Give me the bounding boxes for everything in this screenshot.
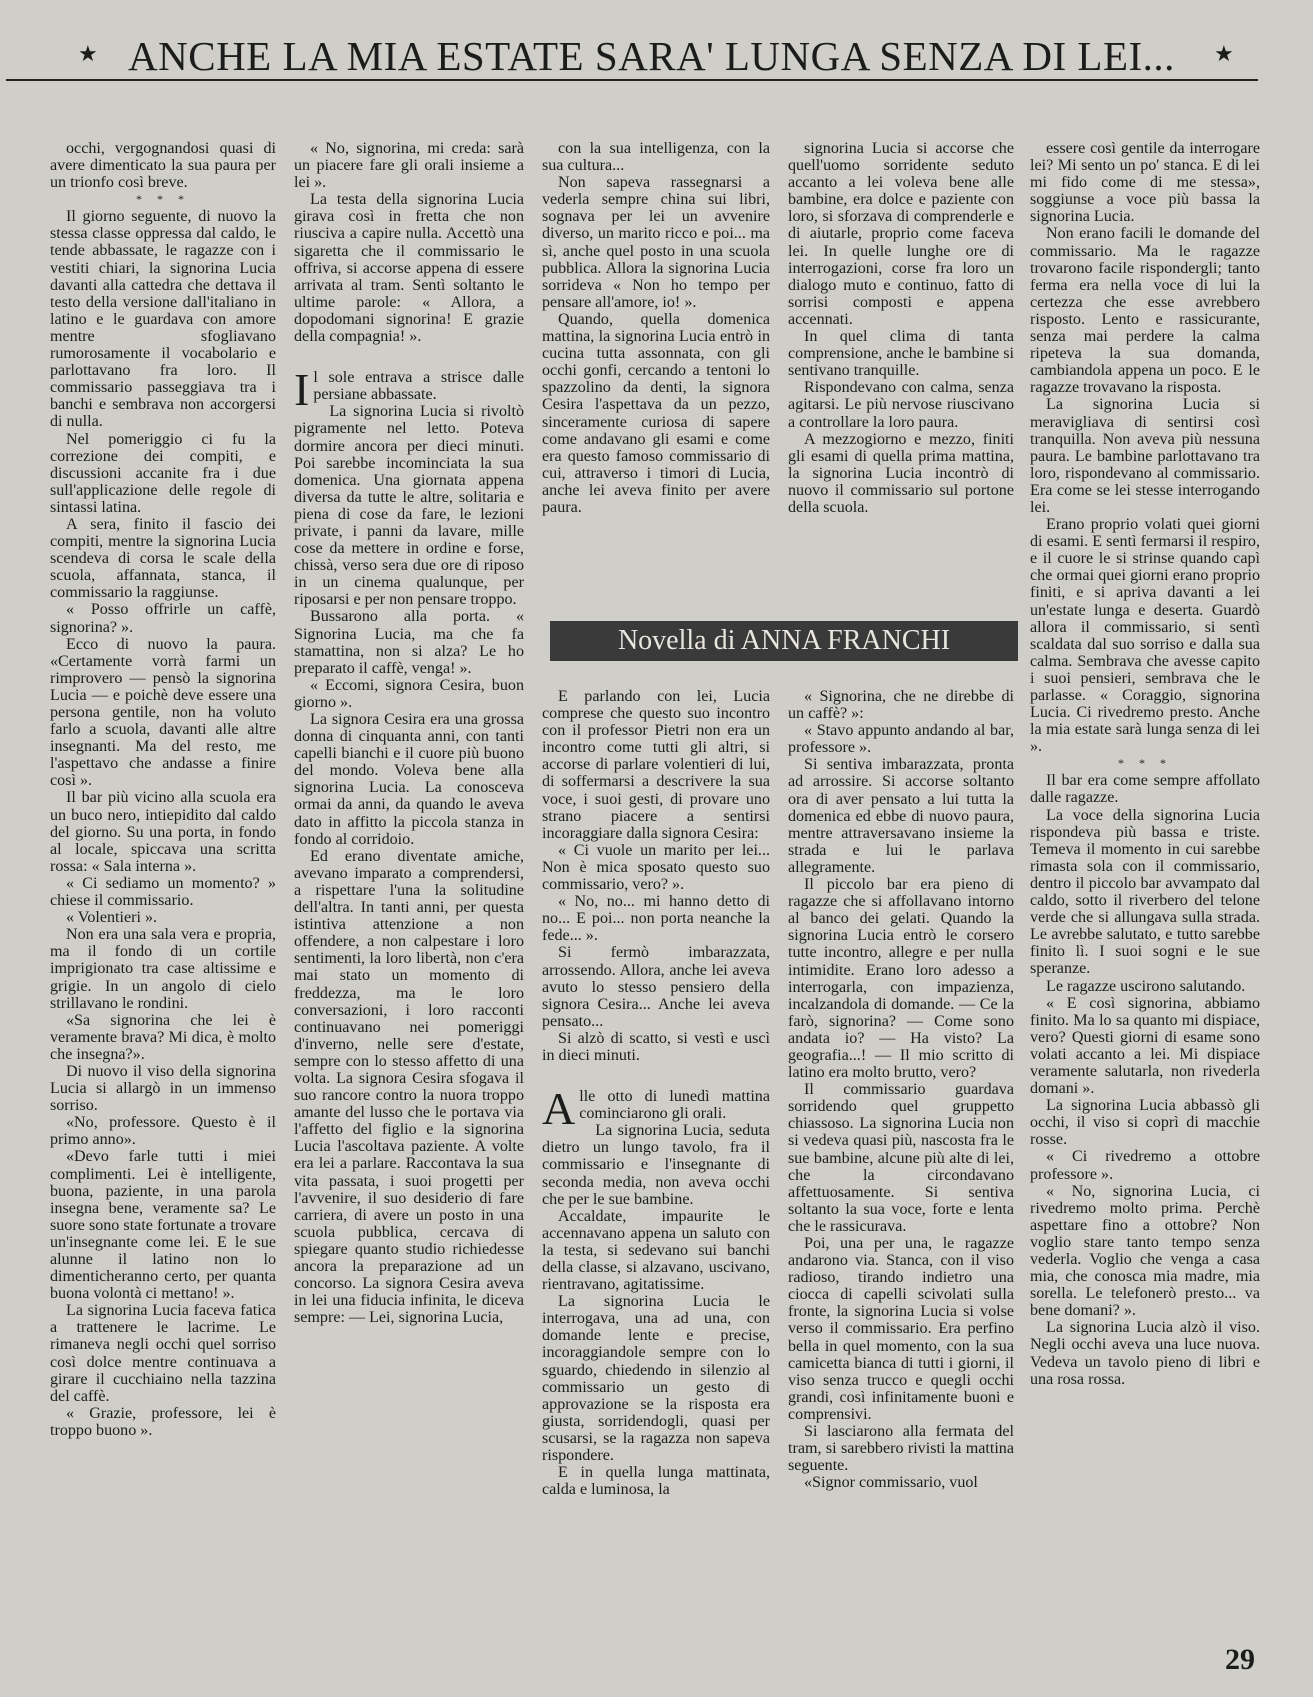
paragraph: « No, signorina Lucia, ci rivedremo molto prima. Perchè aspettare fino a ottobre? Non voglio stare tanto tempo senza vederla. Voglio che venga a casa mia, che conosca mia madre, mia sorella. Le telefonerò presto... va bene domani? ».	[1030, 1182, 1260, 1320]
paragraph: con la sua intelligenza, con la sua cultura...	[542, 140, 770, 175]
paragraph: Ed erano diventate amiche, avevano imparato a comprendersi, a rispettare l'una la solitudine dell'altra. In tanti anni, per questa istintiva attenzione a non offendere, a non calpestare i loro sentimenti, la loro libertà, non c'era mai stato un momento di freddezza, ma le loro conversazioni, i loro racconti continuavano nei pomeriggi d'inverno, nelle sere d'estate, sempre con lo stesso affetto di una volta. La signora Cesira sfogava il suo rancore contro la nuora troppo amante del lusso che le portava via l'affetto del figlio e la signorina Lucia l'ascoltava paziente. A volte era lei a parlare. Raccontava la sua vita passata, i suoi progetti per l'avvenire, il suo desiderio di fare carriera, di avere un posto in una scuola pubblica, cercava di spiegare quanto studio richiedesse ancora la preparazione ad un concorso. La signora Cesira aveva in lei una fiducia infinita, le diceva sempre: — Lei, signorina Lucia,	[294, 847, 524, 1327]
column-1	[50, 140, 276, 1439]
paragraph: Le ragazze uscirono salutando.	[1046, 977, 1246, 995]
paragraph: La signorina Lucia le interrogava, una ad una, con domande lente e precise, incoraggiandole sempre con lo sguardo, chiedendo in silenzio al commissario un gesto di approvazione se la risposta era giusta, sorridendogli, quasi per scusarsi, se la ragazza non sapeva rispondere.	[542, 1293, 770, 1465]
paragraph: Si lasciarono alla fermata del tram, si sarebbero rivisti la mattina seguente.	[788, 1423, 1014, 1475]
paragraph: « Ci sediamo un momento? » chiese il commissario.	[50, 874, 276, 910]
paragraph: « Ci vuole un marito per lei... Non è mica sposato questo suo commissario, vero? ».	[542, 841, 770, 894]
paragraph: « No, signorina, mi creda: sarà un piacere fare gli orali insieme a lei ».	[294, 140, 524, 192]
paragraph: Ecco di nuovo la paura. «Certamente vorrà farmi un rimprovero — pensò la signorina Lucia — e poichè deve essere una persona gentile, non ha voluto farlo a scuola, davanti alle altre insegnanti. Ma del resto, me l'aspettavo che andasse a finire così ».	[50, 635, 276, 790]
paragraph: occhi, vergognandosi quasi di avere dimenticato la sua paura per un trionfo così breve.	[50, 140, 276, 192]
paragraph: « Stavo appunto andando al bar, professore ».	[788, 722, 1014, 757]
paragraph: Si fermò imbarazzata, arrossendo. Allora, anche lei aveva avuto lo stesso pensiero della signora Cesira... Anche lei aveva pensato...	[542, 944, 770, 1030]
paragraph: La voce della signorina Lucia rispondeva più bassa e triste. Temeva il momento in cui sarebbe rimasta sola con il commissario, dentro il piccolo bar avvampato dal caldo, sotto il riverbero del telone verde che si allungava sulla strada. Le avrebbe salutato, e tutto sarebbe finito lì. I suoi sogni e le sue speranze.	[1030, 806, 1260, 978]
paragraph: Alle otto di lunedì mattina cominciarono gli orali.	[542, 1083, 770, 1135]
drop-cap: I	[294, 364, 310, 416]
paragraph: « Posso offrirle un caffè, signorina? ».	[50, 601, 276, 636]
paragraph: « Ci rivedremo a ottobre professore ».	[1030, 1148, 1260, 1183]
paragraph: Non erano facili le domande del commissario. Ma le ragazze trovarono facile rispondergli; tanto ferma era nella voce di lui la certezza che esse avrebbero risposto. Lento e rassicurante, senza mai perdere la calma ripeteva la sua domanda, cambiandola appena un poco. E le ragazze trovavano la risposta.	[1030, 225, 1260, 397]
paragraph: signorina Lucia si accorse che quell'uomo sorridente seduto accanto a lei voleva bene alle bambine, era dolce e paziente con loro, si sforzava di comprenderle e di aiutarle, proprio come faceva lei. In quelle lunghe ore di interrogazioni, corse fra loro un dialogo muto e continuo, fatto di sorrisi composti e appena accennati.	[788, 140, 1014, 328]
paragraph: Il bar era come sempre affollato dalle ragazze.	[1030, 772, 1260, 807]
paragraph: La signora Cesira era una grossa donna di cinquanta anni, con tanti capelli bianchi e il cuore più buono del mondo. Voleva bene alla signorina Lucia. La conosceva ormai da anni, da quando le aveva dato in affitto la piccola stanza in fondo al corridoio.	[294, 711, 524, 848]
paragraph: Bussarono alla porta. « Signorina Lucia, ma che fa stamattina, non si alza? Le ho preparato il caffè, venga! ».	[294, 608, 524, 677]
paragraph: Nel pomeriggio ci fu la correzione dei compiti, e discussioni accanite fra i due sull'applicazione delle regole di sintassi latina.	[50, 430, 276, 516]
paragraph: La signorina Lucia alzò il viso. Negli occhi aveva una luce nuova. Vedeva un tavolo pieno di libri e una rosa rossa.	[1030, 1319, 1260, 1388]
paragraph: « Grazie, professore, lei è troppo buono ».	[50, 1404, 276, 1439]
paragraph: Il commissario guardava sorridendo quel gruppetto chiassoso. La signorina Lucia non si vedeva quasi più, nascosta fra le sue bambine, alcune più alte di lei, che la circondavano affettuosamente. Si sentiva soltanto la sua voce, forte e lenta che le rassicurava.	[788, 1081, 1014, 1235]
paragraph: « Signorina, che ne direbbe di un caffè? »:	[788, 688, 1014, 723]
paragraph: E in quella lunga mattinata, calda e luminosa, la	[542, 1464, 770, 1499]
column-4-bottom	[788, 688, 1014, 1491]
header-rule	[6, 79, 1258, 81]
paragraph: Non era una sala vera e propria, ma il fondo di un cortile imprigionato tra case altissime e grigie. In un angolo di cielo strillavano le rondini.	[50, 926, 276, 1012]
paragraph: La signorina Lucia si rivoltò pigramente nel letto. Poteva dormire ancora per dieci minuti. Poi sarebbe incominciata la sua domenica. Una giornata appena diversa da tutte le altre, solitaria e piena di cose da fare, le lezioni private, i panni da lavare, mille cose da mettere in ordine e forse, chissà, verso sera due ore di riposo in un cinema qualunque, per riposarsi e per non pensare troppo.	[294, 403, 524, 609]
paragraph: « Volentieri ».	[66, 909, 158, 927]
paragraph: La signorina Lucia si meravigliava di sentirsi così tranquilla. Non aveva più nessuna paura. Le bambine parlottavano tra loro, rispondevano al commissario. Era come se lei stesse interrogando lei.	[1030, 396, 1260, 516]
paragraph: Quando, quella domenica mattina, la signorina Lucia entrò in cucina tutta assonnata, con gli occhi gonfi, cercando a tentoni lo spazzolino da denti, la signora Cesira l'aspettava da un pezzo, sinceramente curiosa di sapere come andavano gli esami e come era questo famoso commissario di cui, attraverso i timori di Lucia, anche lei aveva finito per avere paura.	[542, 310, 770, 516]
section-separator: * * *	[1118, 756, 1172, 771]
column-3-top	[542, 140, 770, 516]
paragraph: Poi, una per una, le ragazze andarono via. Stanca, con il viso radioso, tirando indietro una ciocca di capelli scivolati sulla fronte, la signorina Lucia si volse verso il commissario. Era perfino bella in quel momento, con la sua camicetta bianca di tutti i giorni, il viso senza trucco e quegli occhi grandi, così infinitamente buoni e comprensivi.	[788, 1235, 1014, 1423]
paragraph: A mezzogiorno e mezzo, finiti gli esami di quella prima mattina, la signorina Lucia incontrò di nuovo il commissario sul portone della scuola.	[788, 430, 1014, 516]
paragraph: Erano proprio volati quei giorni di esami. E sentì fermarsi il respiro, e il cuore le si strinse quando capì che ormai quei giorni erano proprio finiti, e si apriva davanti a lei un'estate lunga e deserta. Guardò allora il commissario, si sentì scaldata dal suo sorriso e dalla sua calma. Sembrava che avesse capito i suoi pensieri, sembrava che le parlasse. « Coraggio, signorina Lucia. Ci rivedremo presto. Anche la mia estate sarà lunga senza di lei ».	[1030, 516, 1260, 756]
paragraph: «Sa signorina che lei è veramente brava? Mi dica, è molto che insegna?».	[50, 1011, 276, 1063]
paragraph: E parlando con lei, Lucia comprese che questo suo incontro con il professor Pietri non era un incontro come tutti gli altri, si accorse di parlare volentieri di lui, di soffermarsi a descrivere la sua voce, i suoi gesti, di provare uno strano piacere a sentirsi incoraggiare dalla signora Cesira:	[542, 688, 770, 842]
drop-cap: A	[542, 1083, 576, 1135]
paragraph: Si alzò di scatto, si vestì e uscì in dieci minuti.	[542, 1029, 770, 1064]
star-left-icon: ★	[78, 42, 98, 67]
paragraph: In quel clima di tanta comprensione, anche le bambine si sentivano tranquille.	[788, 328, 1014, 380]
column-3-bottom	[542, 688, 770, 1498]
paragraph: « E così signorina, abbiamo finito. Ma lo sa quanto mi dispiace, vero? Questi giorni di esame sono volati accanto a lei. Mi dispiace veramente salutarla, non rivederla domani ».	[1030, 994, 1260, 1098]
column-5	[1030, 140, 1260, 1388]
paragraph: « No, no... mi hanno detto di no... E poi... non porta neanche la fede... ».	[542, 893, 770, 945]
paragraph: La signorina Lucia faceva fatica a trattenere le lacrime. Le rimaneva negli occhi quel sorriso così dolce mentre continuava a girare il cucchiaino nella tazzina del caffè.	[50, 1302, 276, 1405]
page-number: 29	[1225, 1643, 1255, 1676]
paragraph: La signorina Lucia, seduta dietro un lungo tavolo, fra il commissario e l'insegnante di seconda media, non aveva occhi che per le sue bambine.	[542, 1122, 770, 1208]
paragraph: La testa della signorina Lucia girava così in fretta che non riusciva a capire nulla. Accettò una sigaretta che il commissario le offriva, si accorse appena di essere arrivata al tram. Sentì soltanto le ultime parole: « Allora, a dopodomani signorina! E grazie della compagnia! ».	[294, 191, 524, 346]
star-right-icon: ★	[1214, 42, 1234, 67]
paragraph: «No, professore. Questo è il primo anno».	[50, 1114, 276, 1149]
paragraph: Il giorno seguente, di nuovo la stessa classe oppressa dal caldo, le tende abbassate, le ragazze con i vestiti chiari, la signorina Lucia davanti alla cattedra che dettava il testo della versione dall'italiano in latino e le guardava con amore mentre sfogliavano rumorosamente il vocabolario e parlottavano fra loro. Il commissario passeggiava tra i banchi e sembrava non accorgersi di nulla.	[50, 208, 276, 431]
paragraph: Il sole entrava a strisce dalle persiane abbassate.	[294, 364, 524, 416]
paragraph: Si sentiva imbarazzata, pronta ad arrossire. Si accorse soltanto ora di aver pensato a lui tutta la domenica ed ebbe di nuovo paura, mentre attraversavano insieme la strada e lui le parlava allegramente.	[788, 756, 1014, 876]
story-title: ANCHE LA MIA ESTATE SARA' LUNGA SENZA DI LEI...	[128, 33, 1175, 79]
paragraph: La signorina Lucia abbassò gli occhi, il viso si coprì di macchie rosse.	[1030, 1097, 1260, 1149]
paragraph: Di nuovo il viso della signorina Lucia si allargò in un immenso sorriso.	[50, 1062, 276, 1115]
column-4-top	[788, 140, 1014, 516]
paragraph: Il bar più vicino alla scuola era un buco nero, intiepidito dal caldo del giorno. Su una porta, in fondo al locale, spiccava una scritta rossa: « Sala interna ».	[50, 789, 276, 875]
column-2	[294, 140, 524, 1326]
section-separator: * * *	[136, 192, 190, 207]
paragraph: essere così gentile da interrogare lei? Mi sento un po' stanca. E di lei mi fido come di me stessa», soggiunse a voce più bassa la signorina Lucia.	[1030, 140, 1260, 226]
paragraph: A sera, finito il fascio dei compiti, mentre la signorina Lucia scendeva di corsa le scale della scuola, affannata, stanca, il commissario la raggiunse.	[50, 515, 276, 602]
author-byline: Novella di ANNA FRANCHI	[550, 621, 1018, 661]
paragraph: Accaldate, impaurite le accennavano appena un saluto con la testa, si sedevano sui banchi della classe, si alzavano, uscivano, rientravano, agitatissime.	[542, 1207, 770, 1294]
page-header	[6, 30, 1258, 82]
paragraph: «Signor commissario, vuol	[804, 1474, 978, 1492]
paragraph: Rispondevano con calma, senza agitarsi. Le più nervose riuscivano a controllare la loro paura.	[788, 379, 1014, 431]
paragraph: Il piccolo bar era pieno di ragazze che si affollavano intorno al banco dei gelati. Quando la signorina Lucia entrò le corsero tutte incontro, allegre e per nulla intimidite. Erano loro adesso a interrogarla, con impazienza, incalzandola di domande. — Ce la farò, signorina? — Come sono andata io? — Ha visto? La geografia...! — Il mio scritto di latino era molto brutto, vero?	[788, 876, 1014, 1082]
paragraph: «Devo farle tutti i miei complimenti. Lei è intelligente, buona, paziente, in una parola insegna bene, veramente sa? Le suore sono state fortunate a trovare un'insegnante come lei. E le sue alunne il latino non lo dimenticheranno certo, per quanta buona volontà ci mettano! ».	[50, 1148, 276, 1303]
paragraph: « Eccomi, signora Cesira, buon giorno ».	[294, 676, 524, 711]
paragraph: Non sapeva rassegnarsi a vederla sempre china sui libri, sognava per lei un avvenire diverso, un marito ricco e poi... ma sì, anche quel posto in una scuola pubblica. Allora la signorina Lucia sorrideva « Non ho tempo per pensare all'amore, io! ».	[542, 174, 770, 311]
